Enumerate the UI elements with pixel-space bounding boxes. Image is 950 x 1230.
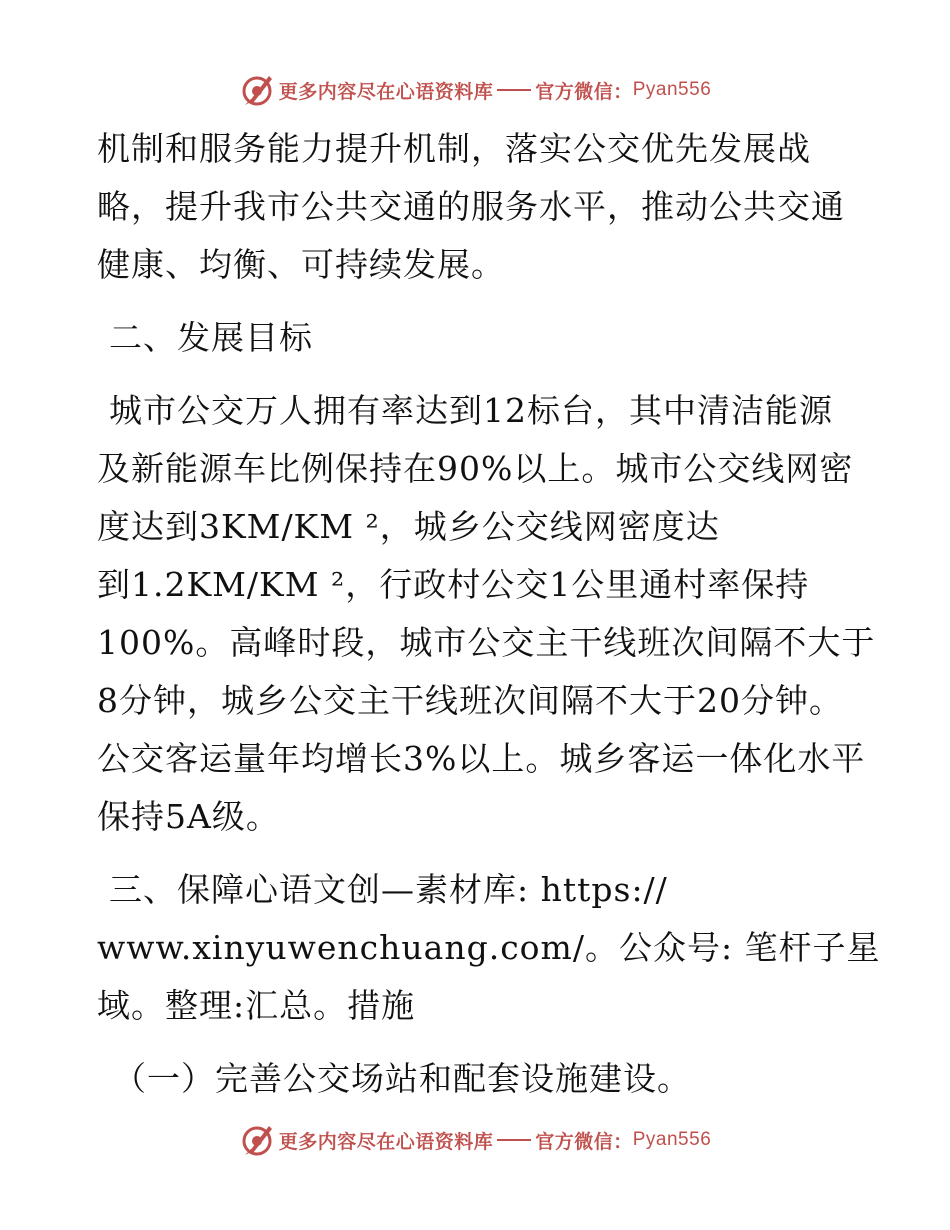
paragraph-line: 机制和服务能力提升机制，落实公交优先发展战 [97,129,811,168]
footer-banner [0,1120,950,1160]
paragraph-line: 略，提升我市公共交通的服务水平，推动公共交通 [97,187,845,226]
paragraph-line: 保持5A级。 [97,797,280,836]
section-heading-measures-line: 域。整理:汇总。措施 [97,986,416,1025]
banner-dash [497,89,531,91]
section-heading-measures: 三、保障心语文创—素材库: https:// [109,870,668,909]
paragraph-line: 及新能源车比例保持在90%以上。城市公交线网密 [97,449,854,488]
paragraph-line: 100%。高峰时段，城市公交主干线班次间隔不大于 [97,623,876,662]
subheading-facilities: （一）完善公交场站和配套设施建设。 [113,1059,691,1098]
paragraph-line: 度达到3KM/KM ²，城乡公交线网密度达 [97,507,720,546]
quill-logo-icon [239,72,275,108]
paragraph-line: 到1.2KM/KM ²，行政村公交1公里通村率保持 [97,565,810,604]
banner-title: 更多内容尽在心语资料库 [278,80,494,103]
banner-wechat-label: 官方微信： [535,80,633,103]
paragraph-line: 公交客运量年均增长3%以上。城乡客运一体化水平 [97,739,866,778]
banner-dash [497,1139,531,1141]
paragraph-line: 城市公交万人拥有率达到12标台，其中清洁能源 [109,391,833,430]
document-body [97,120,881,1108]
paragraph-line: 健康、均衡、可持续发展。 [97,245,505,284]
banner-wechat-label: 官方微信： [535,1130,633,1153]
section-heading-measures-line: www.xinyuwenchuang.com/。公众号: 笔杆子星 [97,928,881,967]
header-banner [0,70,950,110]
banner-title: 更多内容尽在心语资料库 [278,1130,494,1153]
banner-wechat-id: Pyan556 [632,1129,712,1150]
quill-logo-icon [239,1122,275,1158]
banner-wechat-id: Pyan556 [632,79,712,100]
paragraph-line: 8分钟，城乡公交主干线班次间隔不大于20分钟。 [97,681,843,720]
section-heading-goals: 二、发展目标 [109,318,313,357]
